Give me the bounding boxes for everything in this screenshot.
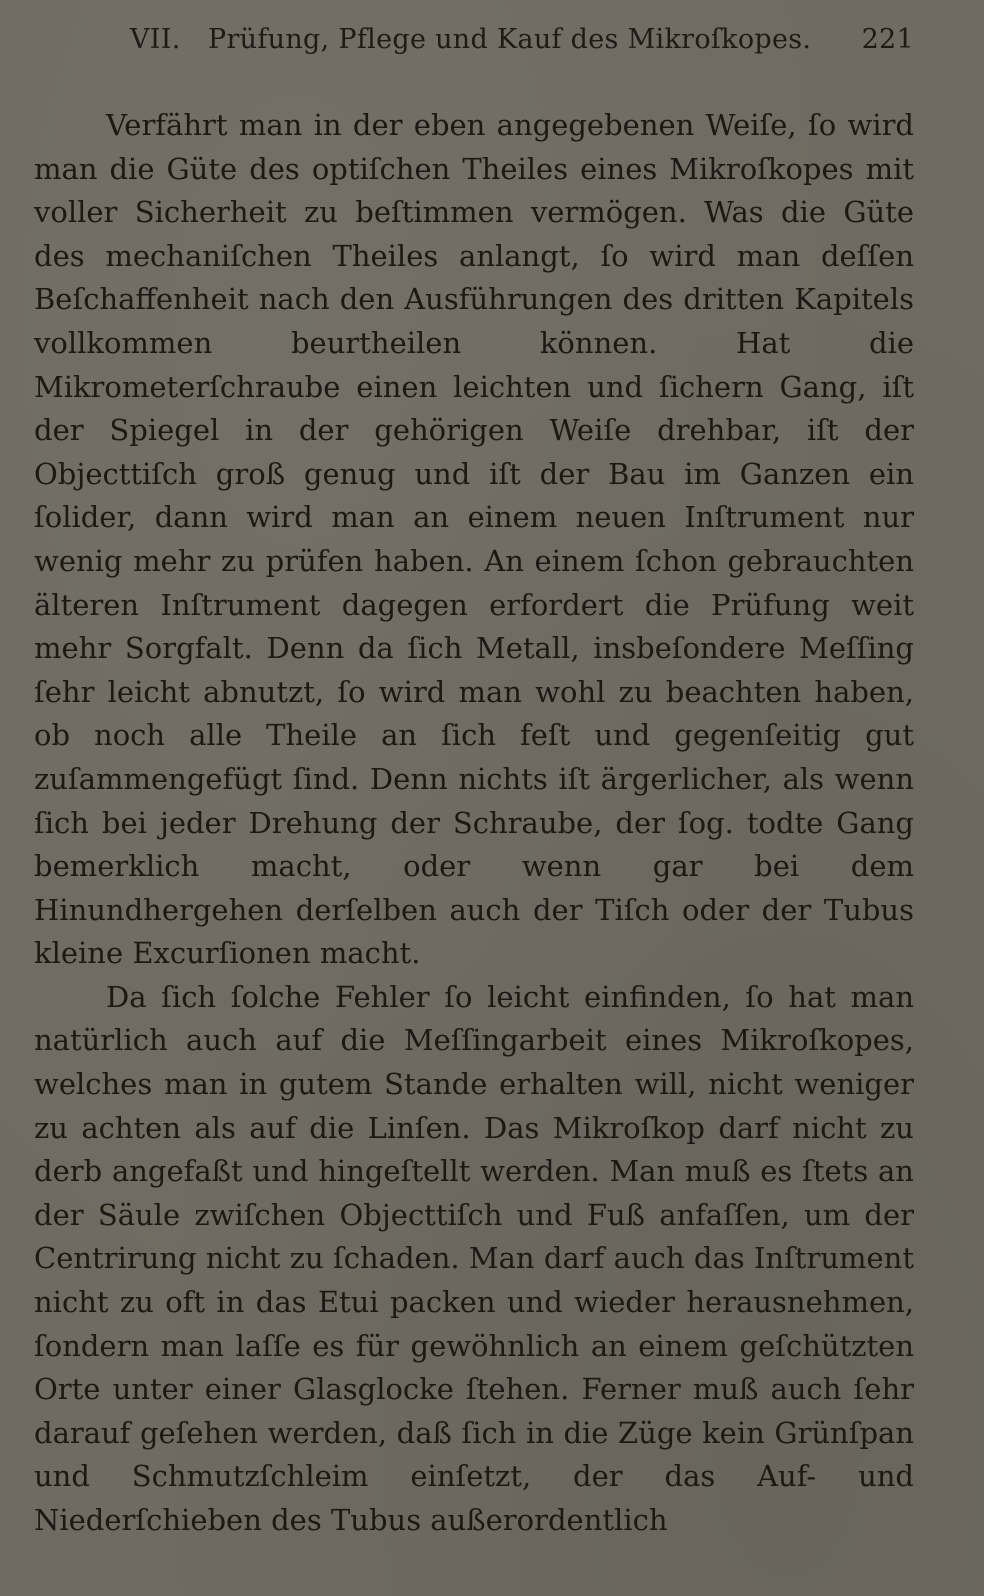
running-header xyxy=(130,24,914,68)
body-text xyxy=(34,104,914,1543)
chapter-title: Prüfung, Pflege und Kauf des Mikroſkopes. xyxy=(208,24,812,55)
chapter-number: VII. xyxy=(130,24,181,55)
paragraph-2: Da ſich ſolche Fehler ſo leicht einfinden, ſo hat man natürlich auch auf die Meſſingarbeit eines Mikroſkopes, welches man in gutem Stande erhalten will, nicht weniger zu achten als auf die Linſen. Das Mikroſkop darf nicht zu derb angefaßt und hingeſtellt werden. Man muß es ſtets an der Säule zwiſchen Objecttiſch und Fuß anfaſſen, um der Centrirung nicht zu ſchaden. Man darf auch das Inſtrument nicht zu oft in das Etui packen und wieder herausnehmen, ſondern man laſſe es für gewöhnlich an einem geſchützten Orte unter einer Glasglocke ſtehen. Ferner muß auch ſehr darauf geſehen werden, daß ſich in die Züge kein Grünſpan und Schmutzſchleim einſetzt, der das Auf- und Niederſchieben des Tubus außerordentlich xyxy=(34,979,914,1537)
paragraph-1: Verfährt man in der eben angegebenen Weiſe, ſo wird man die Güte des optiſchen Theiles eines Mikroſkopes mit voller Sicherheit zu beſtimmen vermögen. Was die Güte des mechaniſchen Theiles anlangt, ſo wird man deſſen Beſchaffenheit nach den Ausführungen des dritten Kapitels vollkommen beurtheilen können. Hat die Mikrometerſchraube einen leichten und ſichern Gang, iſt der Spiegel in der gehörigen Weiſe drehbar, iſt der Objecttiſch groß genug und iſt der Bau im Ganzen ein ſolider, dann wird man an einem neuen Inſtrument nur wenig mehr zu prüfen haben. An einem ſchon gebrauchten älteren Inſtrument dagegen erfordert die Prüfung weit mehr Sorgfalt. Denn da ſich Metall, insbeſondere Meſſing ſehr leicht abnutzt, ſo wird man wohl zu beachten haben, ob noch alle Theile an ſich feſt und gegenſeitig gut zuſammengefügt ſind. Denn nichts iſt ärgerlicher, als wenn ſich bei jeder Drehung der Schraube, der ſog. todte Gang bemerklich macht, oder wenn gar bei dem Hinundhergehen derſelben auch der Tiſch oder der Tubus kleine Excurſionen macht. xyxy=(34,108,914,971)
page-number: 221 xyxy=(861,24,914,55)
